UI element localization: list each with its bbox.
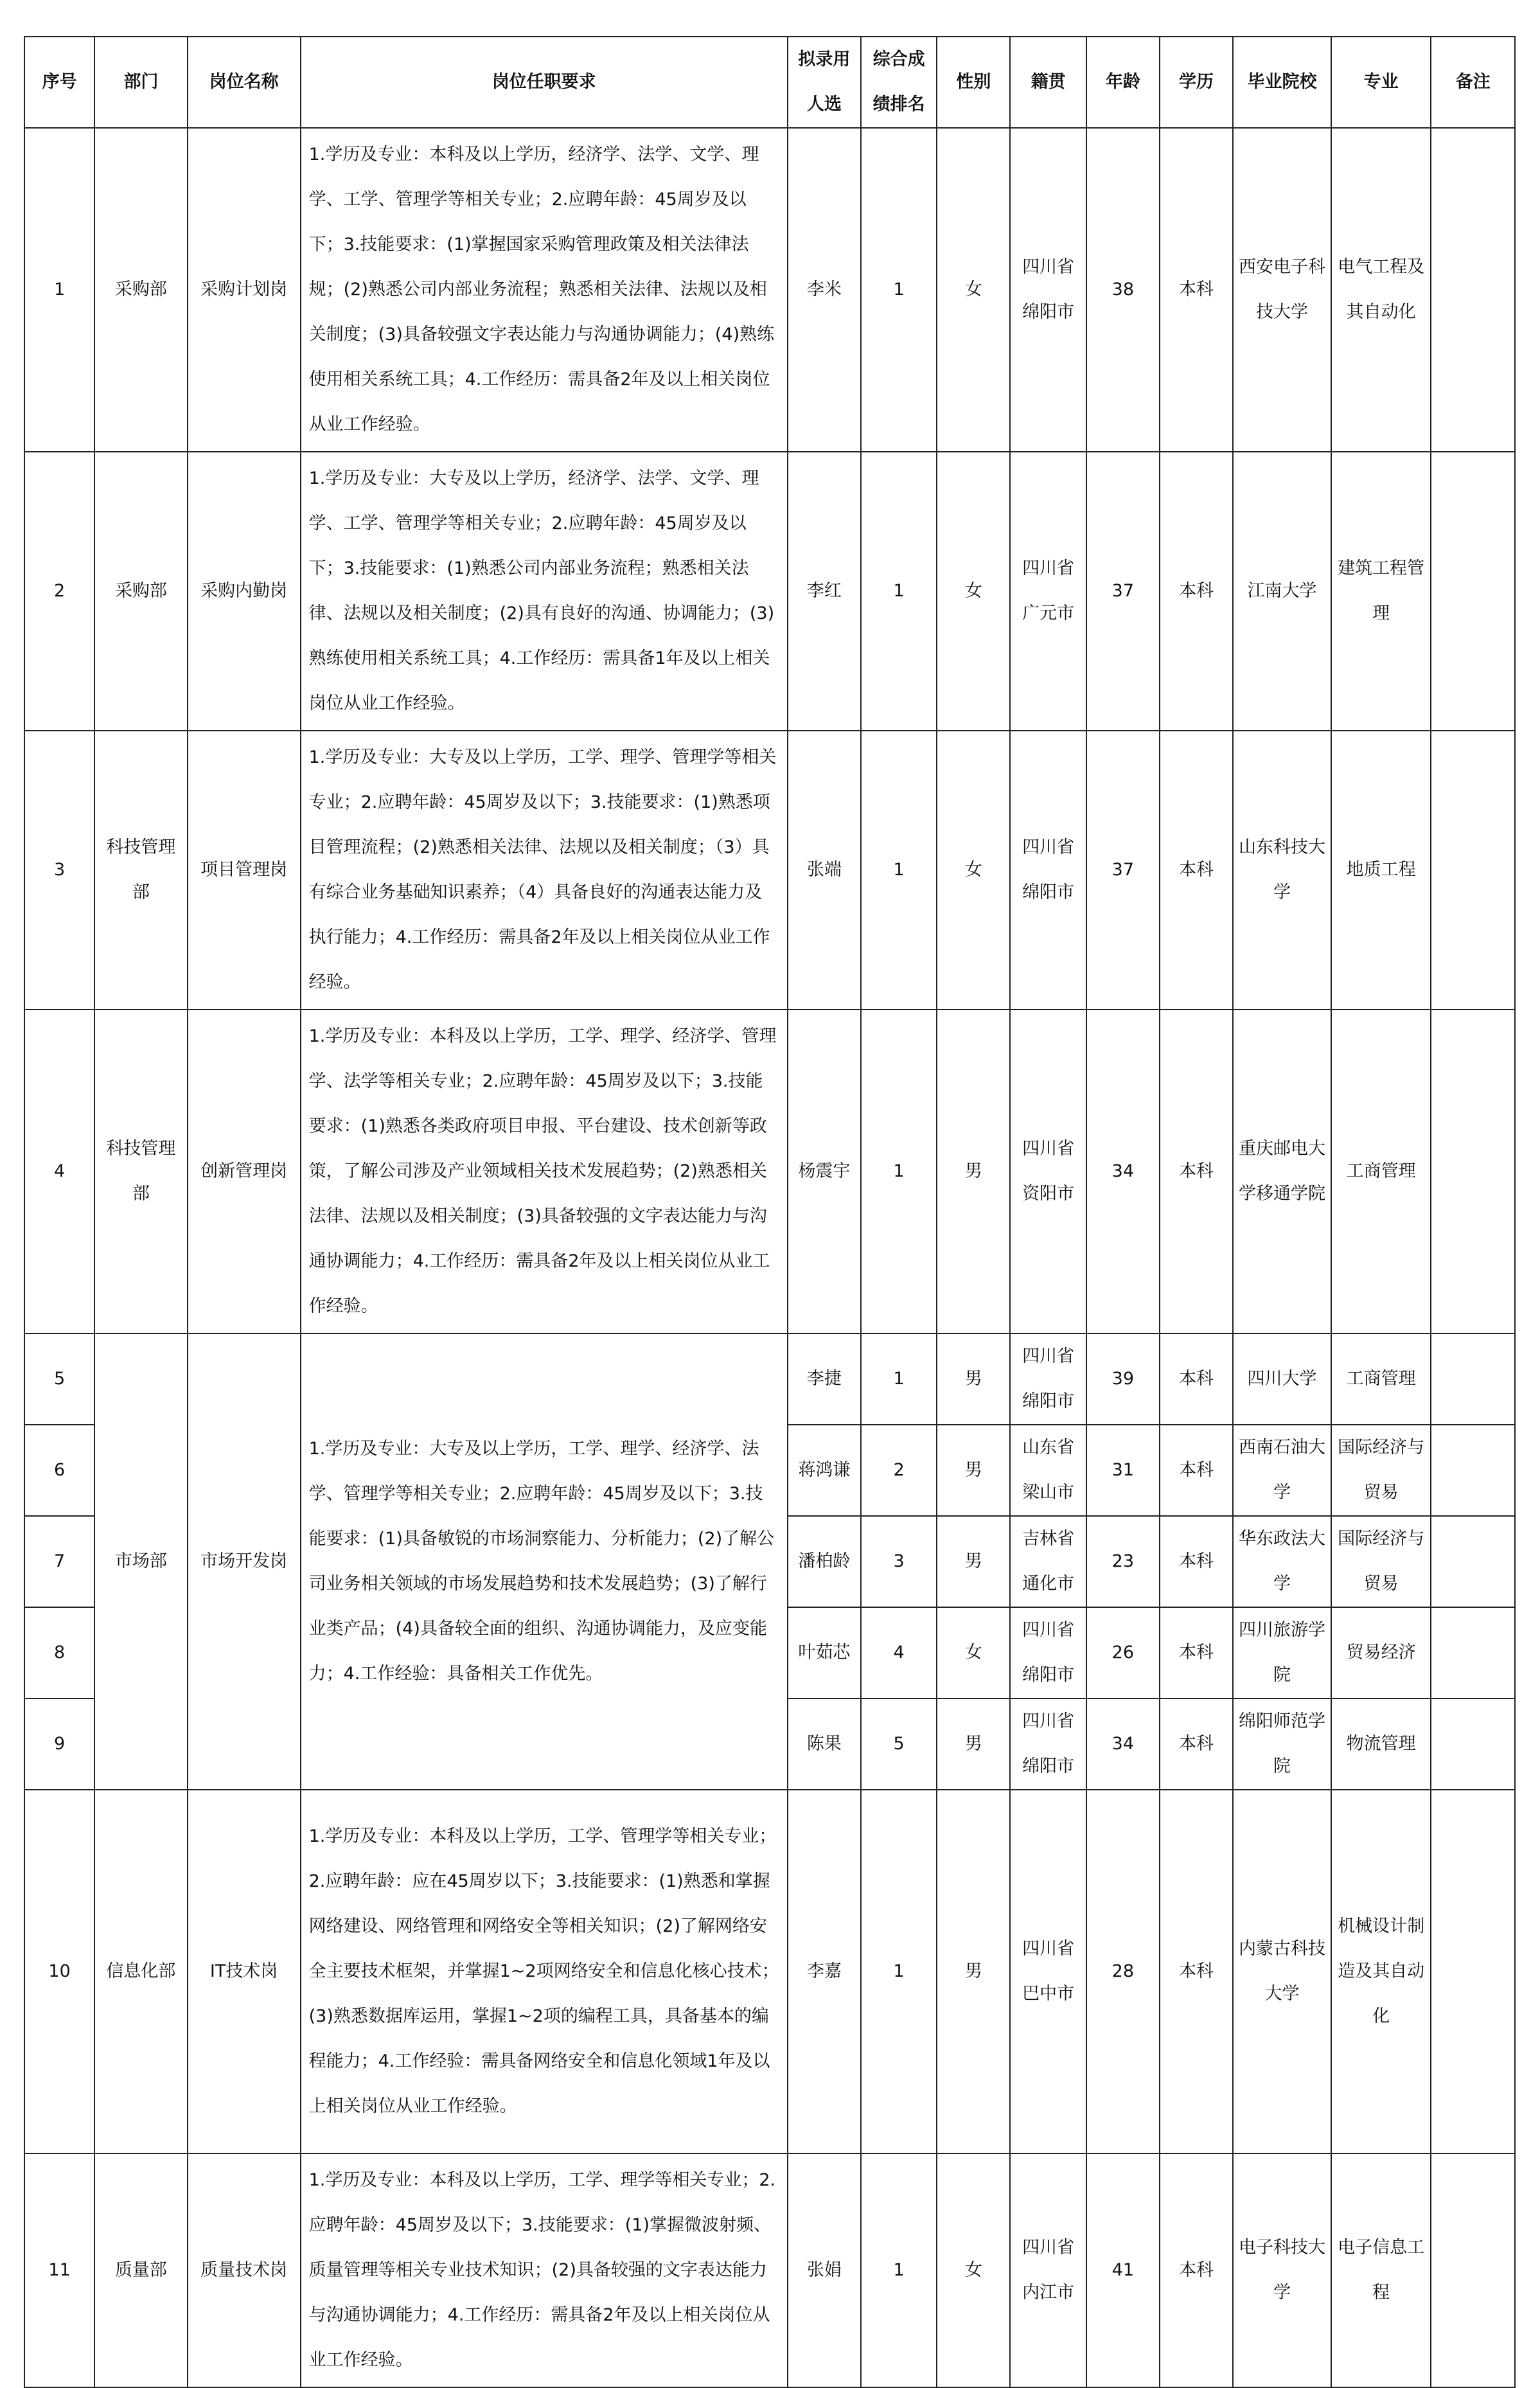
table-row xyxy=(24,731,1515,1010)
cell-name: 张娟 xyxy=(788,2153,861,2387)
cell-edu: 本科 xyxy=(1160,1425,1233,1516)
cell-gender: 女 xyxy=(937,2153,1010,2387)
cell-edu: 本科 xyxy=(1160,1516,1233,1607)
cell-origin: 四川省绵阳市 xyxy=(1010,1698,1086,1790)
header-major: 专业 xyxy=(1331,37,1431,128)
cell-dept: 采购部 xyxy=(94,452,188,731)
header-age: 年龄 xyxy=(1086,37,1160,128)
cell-gender: 男 xyxy=(937,1698,1010,1790)
table-row xyxy=(24,2153,1515,2387)
cell-gender: 女 xyxy=(937,128,1010,452)
table-row xyxy=(24,452,1515,731)
cell-no: 10 xyxy=(24,1790,94,2153)
cell-no: 6 xyxy=(24,1425,94,1516)
cell-school: 绵阳师范学院 xyxy=(1233,1698,1331,1790)
cell-req: 1.学历及专业：大专及以上学历，工学、理学、管理学等相关专业；2.应聘年龄：45周岁及以下；3.技能要求：(1)熟悉项目管理流程；(2)熟悉相关法律、法规以及相关制度；（3）具有综合业务基础知识素养；（4）具备良好的沟通表达能力及执行能力；4.工作经历：需具备2年及以上相关岗位从业工作经验。 xyxy=(301,731,788,1010)
table-row xyxy=(24,1790,1515,2153)
cell-school: 西南石油大学 xyxy=(1233,1425,1331,1516)
cell-name: 李米 xyxy=(788,128,861,452)
header-name: 拟录用人选 xyxy=(788,37,861,128)
cell-major: 电子信息工程 xyxy=(1331,2153,1431,2387)
cell-name: 杨震宇 xyxy=(788,1010,861,1333)
cell-note xyxy=(1431,1333,1515,1425)
cell-rank: 1 xyxy=(861,1010,937,1333)
cell-origin: 四川省广元市 xyxy=(1010,452,1086,731)
cell-name: 叶茹芯 xyxy=(788,1607,861,1698)
cell-edu: 本科 xyxy=(1160,1698,1233,1790)
cell-rank: 1 xyxy=(861,2153,937,2387)
cell-origin: 四川省绵阳市 xyxy=(1010,1607,1086,1698)
table-row xyxy=(24,1010,1515,1333)
cell-edu: 本科 xyxy=(1160,452,1233,731)
cell-rank: 2 xyxy=(861,1425,937,1516)
header-rank: 综合成绩排名 xyxy=(861,37,937,128)
cell-edu: 本科 xyxy=(1160,1333,1233,1425)
cell-post: 市场开发岗 xyxy=(188,1333,301,1790)
cell-age: 31 xyxy=(1086,1425,1160,1516)
cell-rank: 1 xyxy=(861,1790,937,2153)
cell-major: 工商管理 xyxy=(1331,1010,1431,1333)
cell-dept: 科技管理部 xyxy=(94,731,188,1010)
cell-note xyxy=(1431,1010,1515,1333)
header-row xyxy=(24,37,1515,128)
cell-dept: 采购部 xyxy=(94,128,188,452)
cell-edu: 本科 xyxy=(1160,731,1233,1010)
cell-gender: 男 xyxy=(937,1425,1010,1516)
cell-req: 1.学历及专业：本科及以上学历，工学、理学等相关专业；2.应聘年龄：45周岁及以下；3.技能要求：(1)掌握微波射频、质量管理等相关专业技术知识；(2)具备较强的文字表达能力与沟通协调能力；4.工作经历：需具备2年及以上相关岗位从业工作经验。 xyxy=(301,2153,788,2387)
header-post: 岗位名称 xyxy=(188,37,301,128)
cell-name: 李嘉 xyxy=(788,1790,861,2153)
header-no: 序号 xyxy=(24,37,94,128)
cell-school: 江南大学 xyxy=(1233,452,1331,731)
cell-post: 项目管理岗 xyxy=(188,731,301,1010)
cell-edu: 本科 xyxy=(1160,1010,1233,1333)
cell-post: 质量技术岗 xyxy=(188,2153,301,2387)
cell-note xyxy=(1431,452,1515,731)
cell-req: 1.学历及专业：大专及以上学历，经济学、法学、文学、理学、工学、管理学等相关专业；2.应聘年龄：45周岁及以下；3.技能要求：(1)熟悉公司内部业务流程；熟悉相关法律、法规以及相关制度；(2)具有良好的沟通、协调能力；(3)熟练使用相关系统工具；4.工作经历：需具备1年及以上相关岗位从业工作经验。 xyxy=(301,452,788,731)
cell-name: 李捷 xyxy=(788,1333,861,1425)
header-edu: 学历 xyxy=(1160,37,1233,128)
cell-origin: 四川省绵阳市 xyxy=(1010,128,1086,452)
cell-origin: 四川省绵阳市 xyxy=(1010,1333,1086,1425)
cell-note xyxy=(1431,1425,1515,1516)
cell-edu: 本科 xyxy=(1160,2153,1233,2387)
cell-note xyxy=(1431,1698,1515,1790)
cell-school: 西安电子科技大学 xyxy=(1233,128,1331,452)
cell-major: 地质工程 xyxy=(1331,731,1431,1010)
cell-major: 国际经济与贸易 xyxy=(1331,1425,1431,1516)
cell-origin: 山东省梁山市 xyxy=(1010,1425,1086,1516)
cell-req: 1.学历及专业：大专及以上学历，工学、理学、经济学、法学、管理学等相关专业；2.应聘年龄：45周岁及以下；3.技能要求：(1)具备敏锐的市场洞察能力、分析能力；(2)了解公司业务相关领域的市场发展趋势和技术发展趋势；(3)了解行业类产品；(4)具备较全面的组织、沟通协调能力，及应变能力；4.工作经验：具备相关工作优先。 xyxy=(301,1333,788,1790)
cell-major: 国际经济与贸易 xyxy=(1331,1516,1431,1607)
cell-post: 创新管理岗 xyxy=(188,1010,301,1333)
cell-no: 5 xyxy=(24,1333,94,1425)
cell-major: 机械设计制造及其自动化 xyxy=(1331,1790,1431,2153)
table-row xyxy=(24,1333,1515,1425)
cell-dept: 信息化部 xyxy=(94,1790,188,2153)
cell-rank: 1 xyxy=(861,1333,937,1425)
cell-no: 3 xyxy=(24,731,94,1010)
cell-origin: 四川省巴中市 xyxy=(1010,1790,1086,2153)
cell-name: 潘柏龄 xyxy=(788,1516,861,1607)
cell-age: 39 xyxy=(1086,1333,1160,1425)
recruitment-table xyxy=(24,36,1516,2388)
cell-note xyxy=(1431,2153,1515,2387)
cell-school: 华东政法大学 xyxy=(1233,1516,1331,1607)
cell-note xyxy=(1431,128,1515,452)
cell-school: 重庆邮电大学移通学院 xyxy=(1233,1010,1331,1333)
cell-major: 电气工程及其自动化 xyxy=(1331,128,1431,452)
cell-no: 9 xyxy=(24,1698,94,1790)
cell-note xyxy=(1431,1607,1515,1698)
cell-post: 采购内勤岗 xyxy=(188,452,301,731)
cell-gender: 男 xyxy=(937,1516,1010,1607)
cell-school: 四川旅游学院 xyxy=(1233,1607,1331,1698)
header-note: 备注 xyxy=(1431,37,1515,128)
cell-no: 11 xyxy=(24,2153,94,2387)
cell-edu: 本科 xyxy=(1160,128,1233,452)
cell-note xyxy=(1431,731,1515,1010)
cell-gender: 女 xyxy=(937,452,1010,731)
cell-rank: 3 xyxy=(861,1516,937,1607)
cell-req: 1.学历及专业：本科及以上学历，工学、管理学等相关专业；2.应聘年龄：应在45周岁以下；3.技能要求：(1)熟悉和掌握网络建设、网络管理和网络安全等相关知识；(2)了解网络安全主要技术框架，并掌握1~2项网络安全和信息化核心技术；(3)熟悉数据库运用，掌握1~2项的编程工具，具备基本的编程能力；4.工作经验：需具备网络安全和信息化领域1年及以上相关岗位从业工作经验。 xyxy=(301,1790,788,2153)
header-req: 岗位任职要求 xyxy=(301,37,788,128)
cell-dept: 科技管理部 xyxy=(94,1010,188,1333)
cell-age: 37 xyxy=(1086,731,1160,1010)
cell-rank: 1 xyxy=(861,128,937,452)
cell-edu: 本科 xyxy=(1160,1790,1233,2153)
cell-gender: 男 xyxy=(937,1790,1010,2153)
cell-age: 38 xyxy=(1086,128,1160,452)
table-row xyxy=(24,128,1515,452)
cell-gender: 女 xyxy=(937,1607,1010,1698)
cell-post: 采购计划岗 xyxy=(188,128,301,452)
cell-name: 陈果 xyxy=(788,1698,861,1790)
cell-name: 张端 xyxy=(788,731,861,1010)
cell-school: 内蒙古科技大学 xyxy=(1233,1790,1331,2153)
cell-school: 电子科技大学 xyxy=(1233,2153,1331,2387)
cell-gender: 女 xyxy=(937,731,1010,1010)
cell-age: 34 xyxy=(1086,1010,1160,1333)
cell-req: 1.学历及专业：本科及以上学历，经济学、法学、文学、理学、工学、管理学等相关专业；2.应聘年龄：45周岁及以下；3.技能要求：(1)掌握国家采购管理政策及相关法律法规；(2)熟悉公司内部业务流程；熟悉相关法律、法规以及相关制度；(3)具备较强文字表达能力与沟通协调能力；(4)熟练使用相关系统工具；4.工作经历：需具备2年及以上相关岗位从业工作经验。 xyxy=(301,128,788,452)
cell-age: 41 xyxy=(1086,2153,1160,2387)
cell-edu: 本科 xyxy=(1160,1607,1233,1698)
header-gender: 性别 xyxy=(937,37,1010,128)
cell-school: 山东科技大学 xyxy=(1233,731,1331,1010)
cell-req: 1.学历及专业：本科及以上学历，工学、理学、经济学、管理学、法学等相关专业；2.应聘年龄：45周岁及以下；3.技能要求：(1)熟悉各类政府项目申报、平台建设、技术创新等政策，了解公司涉及产业领域相关技术发展趋势；(2)熟悉相关法律、法规以及相关制度；(3)具备较强的文字表达能力与沟通协调能力；4.工作经历：需具备2年及以上相关岗位从业工作经验。 xyxy=(301,1010,788,1333)
cell-age: 34 xyxy=(1086,1698,1160,1790)
cell-major: 建筑工程管理 xyxy=(1331,452,1431,731)
header-dept: 部门 xyxy=(94,37,188,128)
cell-no: 1 xyxy=(24,128,94,452)
cell-no: 7 xyxy=(24,1516,94,1607)
cell-name: 李红 xyxy=(788,452,861,731)
cell-origin: 四川省绵阳市 xyxy=(1010,731,1086,1010)
cell-rank: 1 xyxy=(861,731,937,1010)
cell-origin: 四川省内江市 xyxy=(1010,2153,1086,2387)
cell-origin: 吉林省通化市 xyxy=(1010,1516,1086,1607)
cell-note xyxy=(1431,1516,1515,1607)
cell-rank: 4 xyxy=(861,1607,937,1698)
cell-name: 蒋鸿谦 xyxy=(788,1425,861,1516)
cell-major: 贸易经济 xyxy=(1331,1607,1431,1698)
cell-rank: 5 xyxy=(861,1698,937,1790)
cell-no: 4 xyxy=(24,1010,94,1333)
header-origin: 籍贯 xyxy=(1010,37,1086,128)
cell-dept: 市场部 xyxy=(94,1333,188,1790)
cell-gender: 男 xyxy=(937,1010,1010,1333)
cell-rank: 1 xyxy=(861,452,937,731)
cell-major: 物流管理 xyxy=(1331,1698,1431,1790)
cell-age: 23 xyxy=(1086,1516,1160,1607)
cell-gender: 男 xyxy=(937,1333,1010,1425)
cell-age: 37 xyxy=(1086,452,1160,731)
cell-age: 26 xyxy=(1086,1607,1160,1698)
header-school: 毕业院校 xyxy=(1233,37,1331,128)
cell-dept: 质量部 xyxy=(94,2153,188,2387)
cell-school: 四川大学 xyxy=(1233,1333,1331,1425)
cell-origin: 四川省资阳市 xyxy=(1010,1010,1086,1333)
cell-note xyxy=(1431,1790,1515,2153)
cell-major: 工商管理 xyxy=(1331,1333,1431,1425)
cell-no: 8 xyxy=(24,1607,94,1698)
cell-post: IT技术岗 xyxy=(188,1790,301,2153)
cell-age: 28 xyxy=(1086,1790,1160,2153)
cell-no: 2 xyxy=(24,452,94,731)
recruitment-table-sheet xyxy=(24,36,1516,2388)
